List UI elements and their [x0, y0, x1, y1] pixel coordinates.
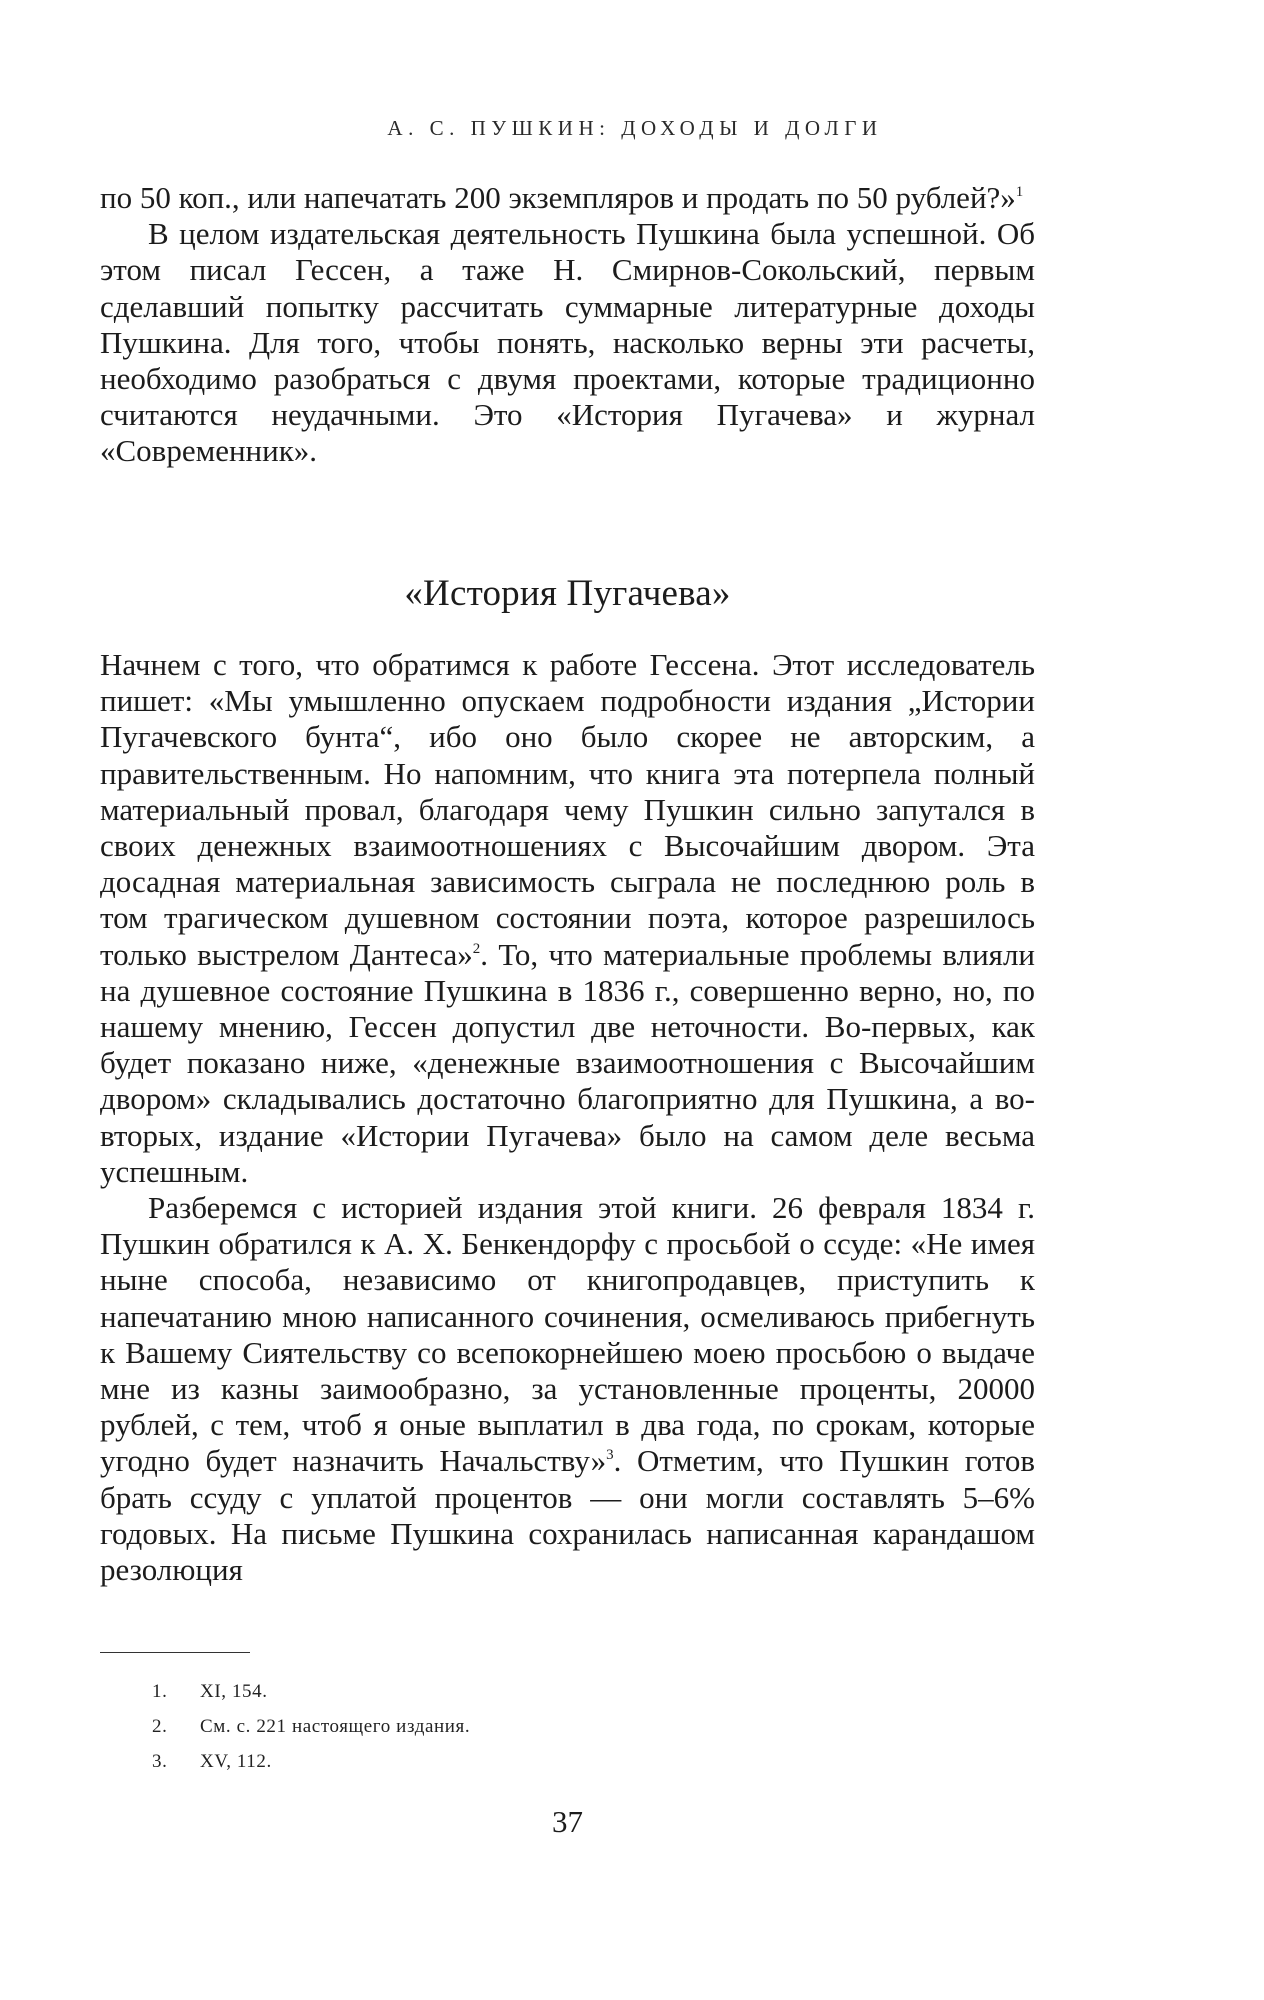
footnote-text: XI, 154. [200, 1681, 268, 1702]
intro-text [100, 180, 1035, 470]
intro-paragraph-1-text: по 50 коп., или напечатать 200 экземпляров и продать по 50 рублей?» [100, 180, 1016, 215]
footnote-ref-3[interactable]: 3 [606, 1447, 614, 1464]
page-number: 37 [552, 1804, 583, 1839]
section-title: «История Пугачева» [404, 573, 731, 614]
section-paragraph-2-text-a: Разберемся с историей издания этой книги. 26 февраля 1834 г. Пушкин обратился к А. Х. Бенкендорфу с просьбой о ссуде: «Не имея ныне способа, независимо от книгопродавцев, приступить к напечатанию мною написанного сочинения, осмеливаюсь прибегнуть к Вашему Сиятельству со всепокорнейшею моею просьбою о выдаче мне из казны заимообразно, за установленные проценты, 20000 рублей, с тем, чтоб я оные выплатил в два года, по срокам, которые угодно будет назначить Начальству» [100, 1190, 1035, 1479]
footnote-item [152, 1744, 470, 1779]
footnote-item [152, 1674, 470, 1709]
footnote-divider [100, 1652, 250, 1653]
section-paragraph-2 [100, 1190, 1035, 1588]
intro-paragraph-2: В целом издательская деятельность Пушкина была успешной. Об этом писал Гессен, а таже Н. Смирнов-Сокольский, первым сделавший попытку рассчитать суммарные литературные доходы Пушкина. Для того, чтобы понять, насколько верны эти расчеты, необходимо разобраться с двумя проектами, которые традиционно считаются неудачными. Это «История Пугачева» и журнал «Современник». [100, 216, 1035, 469]
section-paragraph-1-text-a: Начнем с того, что обратимся к работе Гессена. Этот исследователь пишет: «Мы умышленно опускаем подробности издания „Истории Пугачевского бунта“, ибо оно было скорее не авторским, а правительственным. Но напомним, что книга эта потерпела полный материальный провал, благодаря чему Пушкин сильно запутался в своих денежных взаимоотношениях с Высочайшим двором. Эта досадная материальная зависимость сыграла не последнюю роль в том трагическом душевном состоянии поэта, которое разрешилось только выстрелом Дантеса» [100, 647, 1035, 972]
section-text [100, 647, 1035, 1588]
footnote-ref-2[interactable]: 2 [472, 940, 481, 957]
section-paragraph-2-text-b: . Отметим, что Пушкин готов брать ссуду с уплатой процентов — они могли составлять 5–6% годовых. На письме Пушкина сохранилась написанная карандашом резолюция [100, 1443, 1035, 1588]
footnote-number: 2. [152, 1716, 168, 1737]
section-paragraph-1-text-b: . То, что материальные проблемы влияли на душевное состояние Пушкина в 1836 г., совершенно верно, но, по нашему мнению, Гессен допустил две неточности. Во-первых, как будет показано ниже, «денежные взаимоотношения с Высочайшим двором» складывались достаточно благоприятно для Пушкина, а во-вторых, издание «Истории Пугачева» было на самом деле весьма успешным. [100, 936, 1036, 1189]
footnote-text: XV, 112. [200, 1751, 272, 1772]
intro-paragraph-1 [100, 180, 1035, 216]
section-paragraph-1 [100, 647, 1035, 1190]
running-head: А. С. ПУШКИН: ДОХОДЫ И ДОЛГИ [387, 116, 883, 140]
footnote-number: 1. [152, 1681, 168, 1702]
footnotes [152, 1674, 470, 1779]
footnote-text: См. с. 221 настоящего издания. [200, 1716, 471, 1737]
footnote-item [152, 1709, 470, 1744]
footnote-number: 3. [152, 1751, 168, 1772]
footnote-ref-1[interactable]: 1 [1015, 184, 1024, 200]
